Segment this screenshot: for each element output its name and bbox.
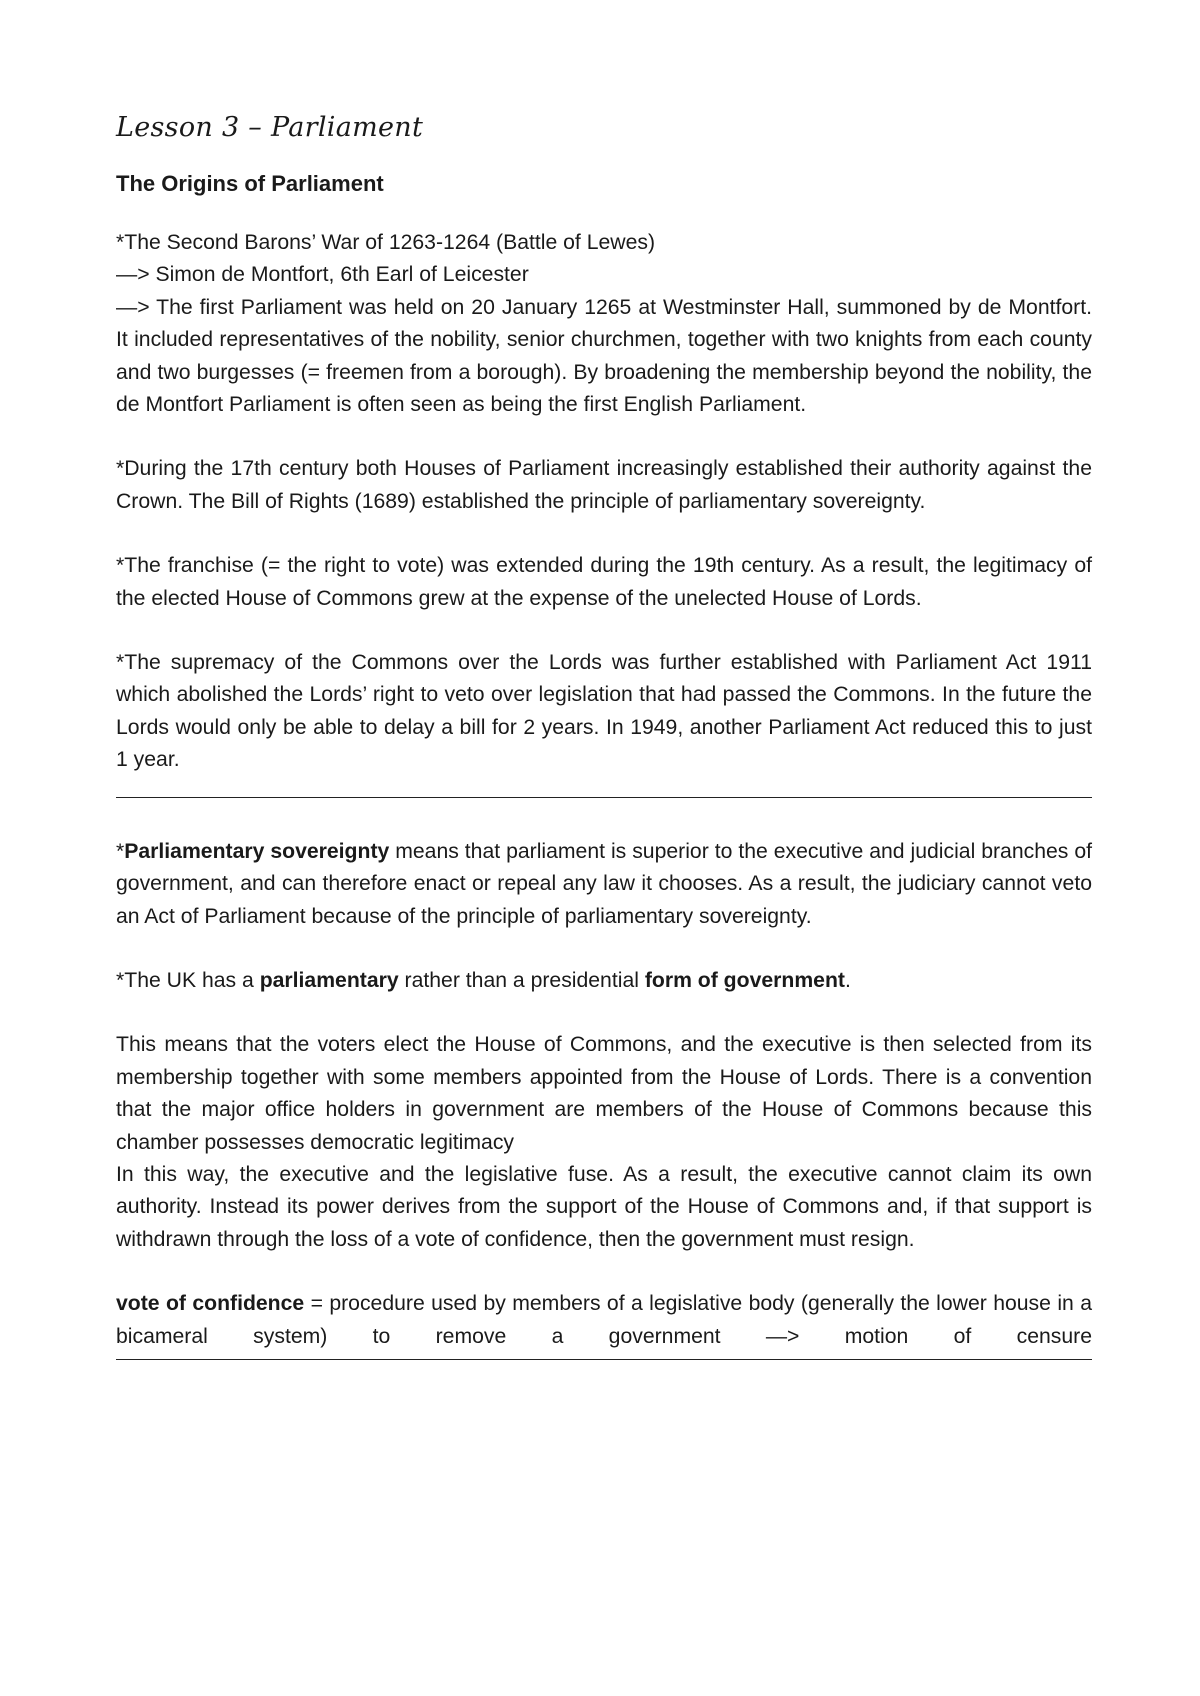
- lesson-title: Lesson 3 – Parliament: [116, 112, 424, 143]
- uk-form-mid: rather than a presidential: [398, 968, 645, 992]
- paragraph-sovereignty: [116, 836, 1092, 933]
- uk-form-pre: *The UK has a: [116, 968, 260, 992]
- origins-first-parliament: —> The first Parliament was held on 20 January 1265 at Westminster Hall, summoned by de Montfort. It included representatives of the nobility, senior churchmen, together with two knights from each county and two burgesses (= freemen from a borough). By broadening the membership beyond the nobility, the de Montfort Parliament is often seen as being the first English Parliament.: [116, 295, 1092, 417]
- sovereignty-star: *: [116, 839, 125, 863]
- divider-1: [116, 797, 1092, 798]
- paragraph-franchise: *The franchise (= the right to vote) was extended during the 19th century. As a result, the legitimacy of the elected House of Commons grew at the expense of the unelected House of Lords.: [116, 554, 1092, 610]
- paragraph-17th-century: *During the 17th century both Houses of Parliament increasingly established their authority against the Crown. The Bill of Rights (1689) established the principle of parliamentary sovereignty.: [116, 457, 1092, 513]
- paragraph-means: [116, 1029, 1092, 1256]
- origins-line-barons-war: *The Second Barons’ War of 1263-1264 (Battle of Lewes): [116, 231, 656, 254]
- uk-form-end: .: [844, 968, 851, 992]
- origins-line-montfort: —> Simon de Montfort, 6th Earl of Leicester: [116, 263, 529, 287]
- means-part-2: In this way, the executive and the legislative fuse. As a result, the executive cannot claim its own authority. Instead its power derives from the support of the House of Commons and, if that support is withdrawn through the loss of a vote of confidence, then the government must resign.: [116, 1162, 1092, 1251]
- divider-2: [116, 1359, 1092, 1360]
- paragraph-supremacy: *The supremacy of the Commons over the Lords was further established with Parliament Act 1911 which abolished the Lords’ right to veto over legislation that had passed the Commons. In the future the Lords would only be able to delay a bill for 2 years. In 1949, another Parliament Act reduced this to just 1 year.: [116, 651, 1092, 772]
- confidence-definition: = procedure used by members of a legislative body (generally the lower house in a bicameral system) to remove a government —> motion of censure: [116, 1292, 1092, 1348]
- paragraph-uk-form: [116, 965, 1092, 997]
- uk-form-bold-parliamentary: parliamentary: [259, 968, 399, 992]
- paragraph-confidence: [116, 1288, 1092, 1353]
- confidence-term: vote of confidence: [116, 1292, 305, 1316]
- sovereignty-definition: means that parliament is superior to the executive and judicial branches of government, and can therefore enact or repeal any law it chooses. As a result, the judiciary cannot veto an Act of Parliament because of the principle of parliamentary sovereignty.: [116, 839, 1093, 928]
- section-heading: The Origins of Parliament: [116, 171, 384, 196]
- sovereignty-term: Parliamentary sovereignty: [124, 839, 390, 863]
- origins-paragraph: [116, 227, 1092, 421]
- means-part-1: This means that the voters elect the House of Commons, and the executive is then selected from its membership together with some members appointed from the House of Lords. There is a convention that the major office holders in government are members of the House of Commons because this chamber possesses democratic legitimacy: [116, 1033, 1092, 1154]
- uk-form-bold-form: form of government: [644, 968, 845, 992]
- document-page: [116, 112, 1092, 1360]
